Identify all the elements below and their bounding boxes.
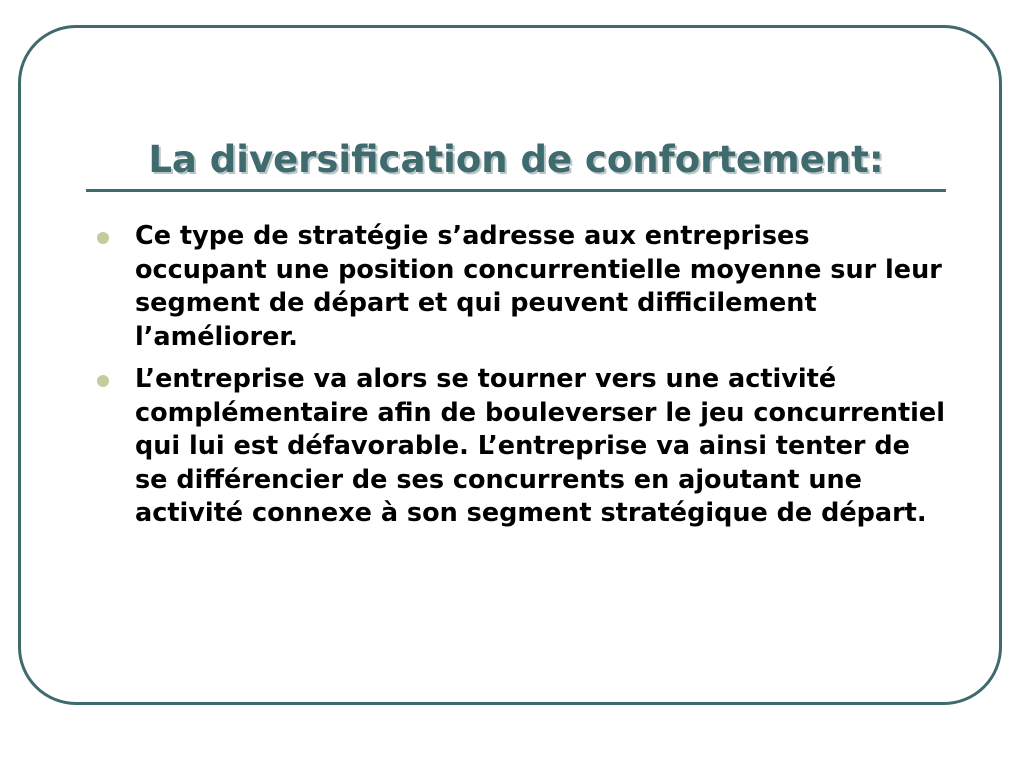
round-bullet-icon	[97, 232, 109, 244]
title-underline	[86, 189, 946, 192]
bullet-item-1	[96, 220, 946, 354]
bullet-text-1: Ce type de stratégie s’adresse aux entreprises occupant une position concurrentielle moyenne sur leur segment de départ et qui peuvent difficilement l’améliorer.	[135, 221, 942, 352]
slide-title: La diversification de confortement:	[148, 138, 884, 181]
bullet-item-2	[96, 363, 946, 531]
bullet-list	[96, 220, 946, 540]
round-bullet-icon	[97, 375, 109, 387]
bullet-text-2: L’entreprise va alors se tourner vers une activité complémentaire afin de bouleverser le jeu concurrentiel qui lui est défavorable. L’entreprise va ainsi tenter de se différencier de ses concurrents en ajoutant une activité connexe à son segment stratégique de départ.	[135, 364, 945, 528]
